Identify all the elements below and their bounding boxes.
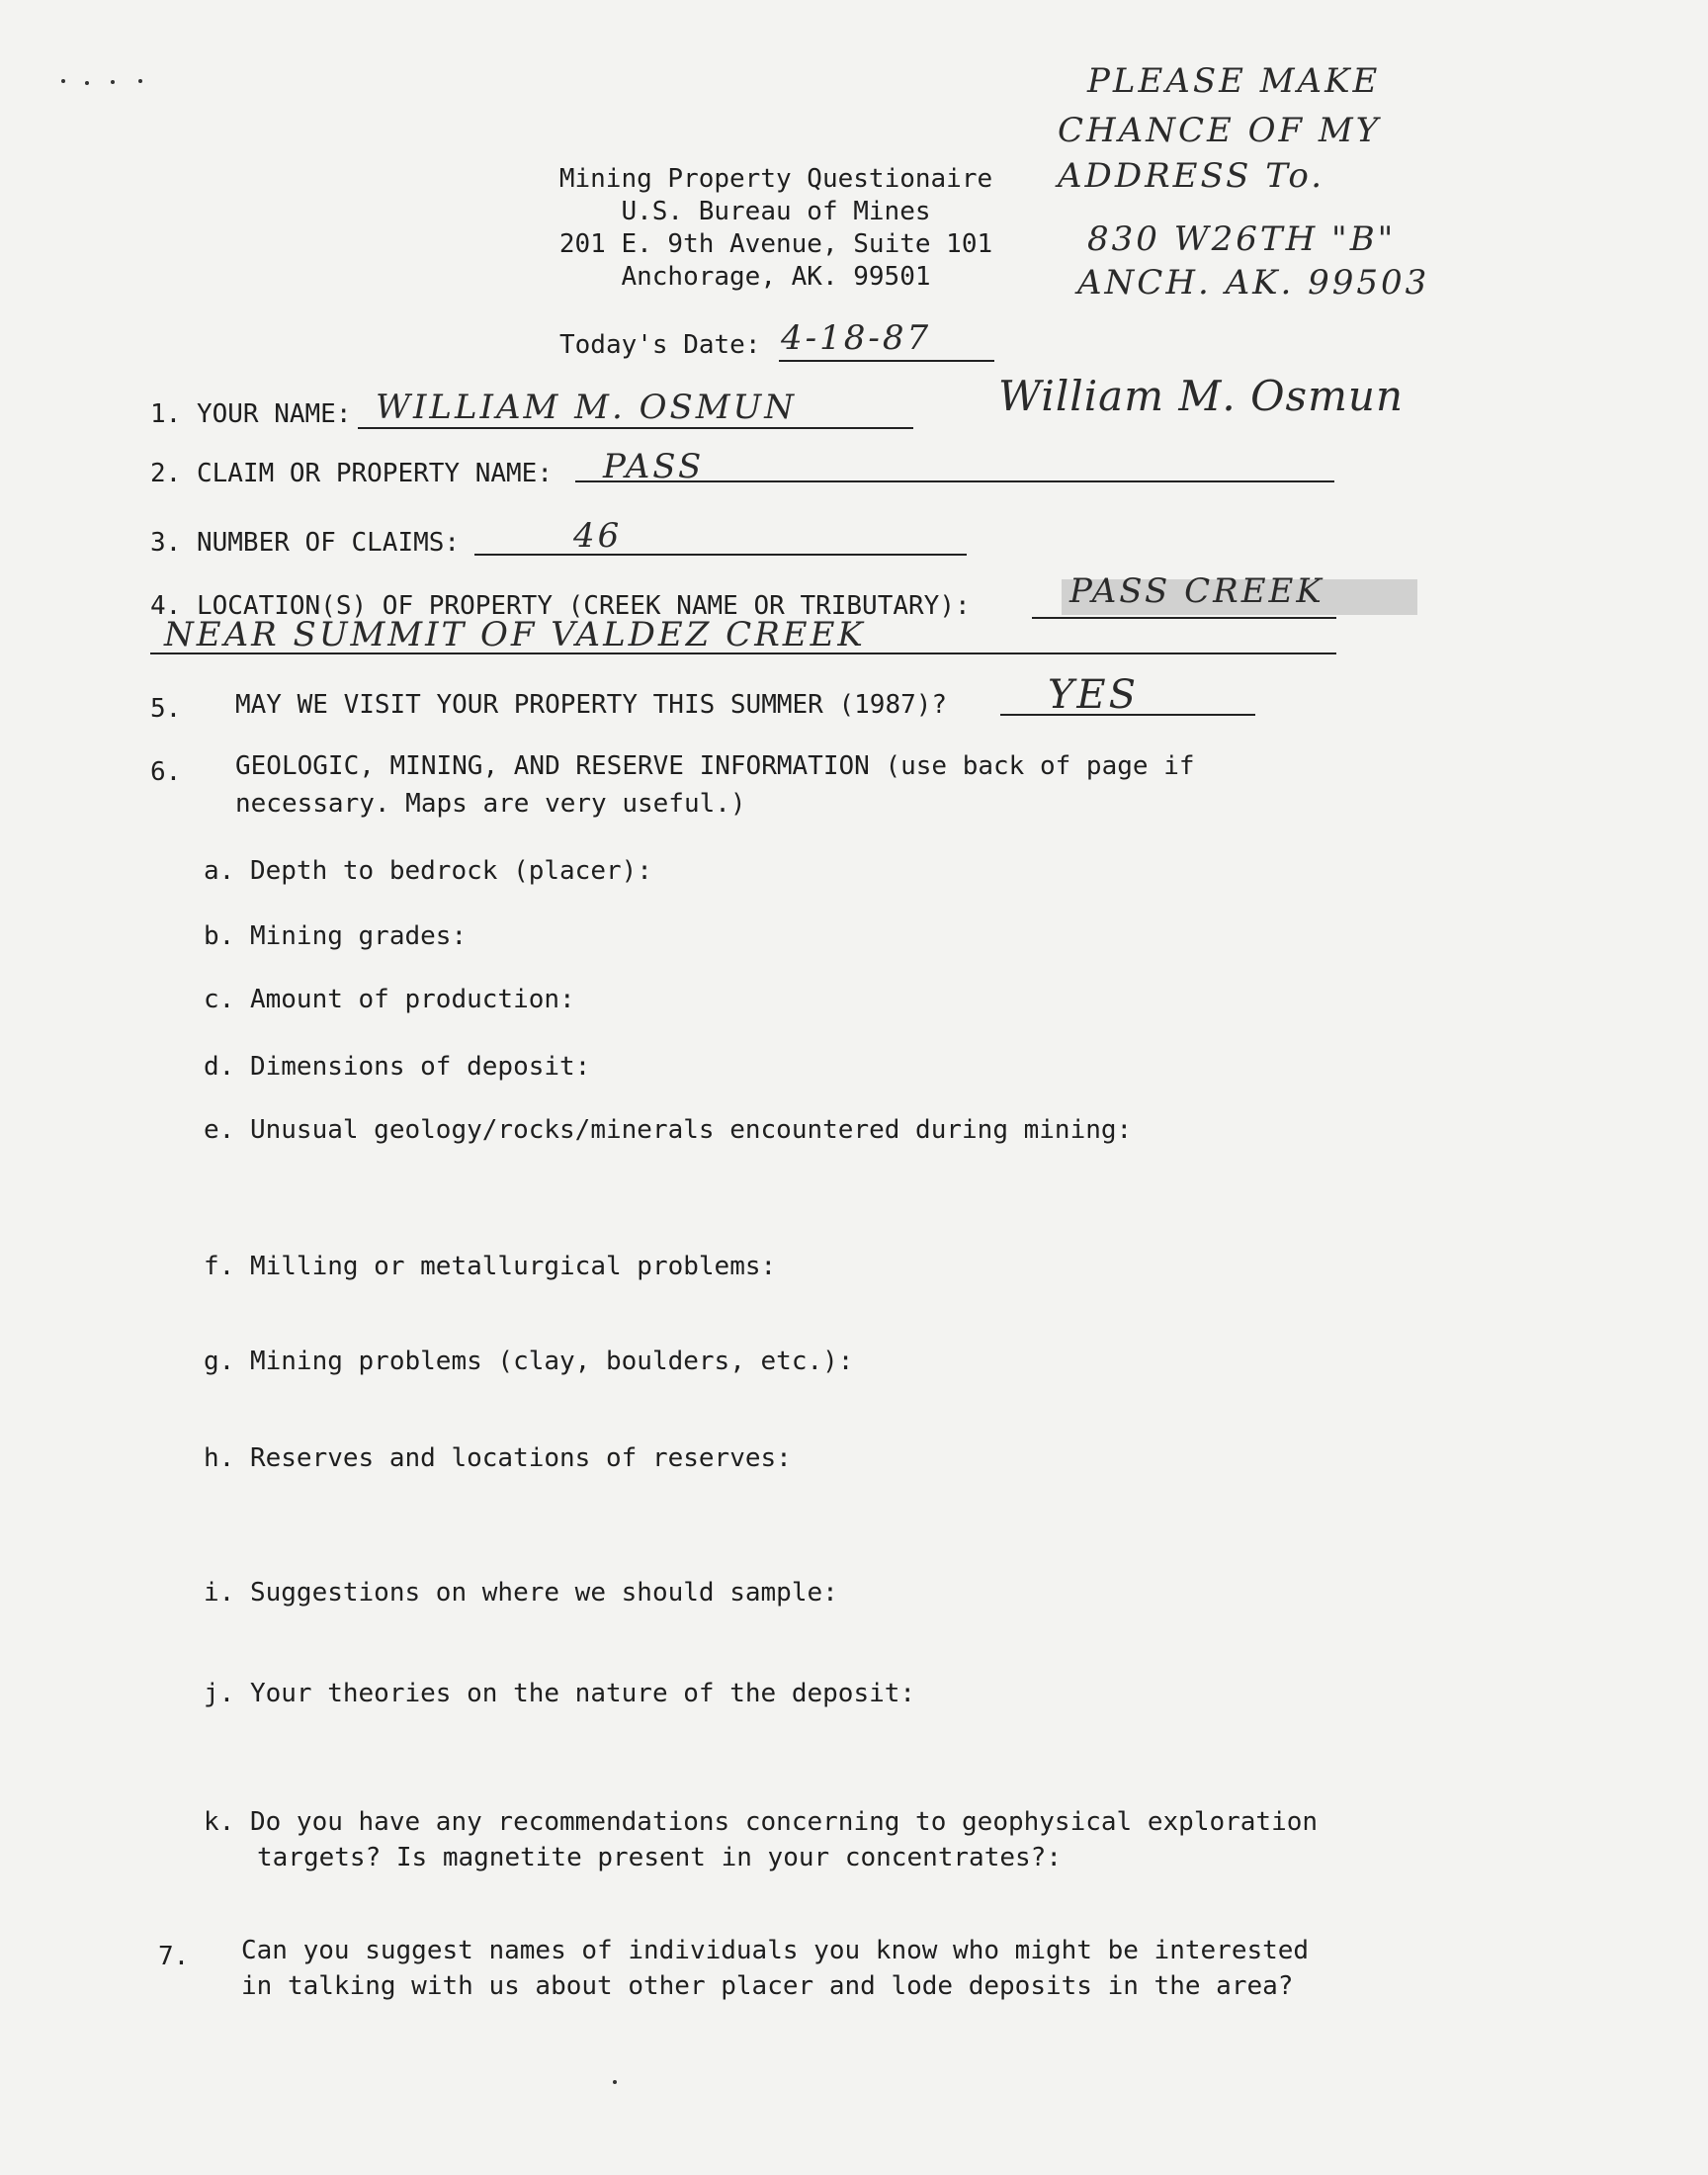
- date-line: [779, 360, 994, 362]
- form-title: Mining Property Questionaire: [558, 164, 993, 194]
- location-value-2[interactable]: NEAR SUMMIT OF VALDEZ CREEK: [164, 615, 866, 654]
- visit-value[interactable]: YES: [1048, 672, 1140, 718]
- scan-speck: [111, 80, 115, 84]
- scan-speck: [613, 2080, 617, 2084]
- address-note-line: ANCH. AK. 99503: [1077, 263, 1430, 303]
- item-c: c. Amount of production:: [204, 985, 575, 1014]
- visit-number: 5.: [150, 694, 182, 724]
- item-i: i. Suggestions on where we should sample:: [204, 1578, 838, 1608]
- name-line: [358, 427, 913, 429]
- geology-heading-cont: necessary. Maps are very useful.): [235, 789, 746, 819]
- contacts-number: 7.: [158, 1942, 190, 1971]
- claims-count-value[interactable]: 46: [573, 516, 623, 556]
- claims-count-line: [474, 554, 967, 556]
- item-b: b. Mining grades:: [204, 921, 468, 951]
- name-label: 1. YOUR NAME:: [150, 399, 352, 429]
- name-value[interactable]: WILLIAM M. OSMUN: [376, 388, 797, 427]
- location-value[interactable]: PASS CREEK: [1069, 571, 1324, 611]
- item-k-cont: targets? Is magnetite present in your concentrates?:: [257, 1843, 1062, 1872]
- claim-name-label: 2. CLAIM OR PROPERTY NAME:: [150, 459, 553, 488]
- geology-heading: GEOLOGIC, MINING, AND RESERVE INFORMATION (use back of page if: [235, 751, 1195, 781]
- contacts-question-cont: in talking with us about other placer and lode deposits in the area?: [241, 1971, 1294, 2001]
- address-note-line: PLEASE MAKE: [1087, 61, 1381, 101]
- item-g: g. Mining problems (clay, boulders, etc.):: [204, 1347, 854, 1376]
- contacts-question: Can you suggest names of individuals you know who might be interested: [241, 1936, 1310, 1965]
- item-h: h. Reserves and locations of reserves:: [204, 1443, 792, 1473]
- agency-street: 201 E. 9th Avenue, Suite 101: [558, 229, 993, 259]
- claim-name-value[interactable]: PASS: [603, 447, 705, 486]
- item-f: f. Milling or metallurgical problems:: [204, 1252, 777, 1281]
- visit-label: MAY WE VISIT YOUR PROPERTY THIS SUMMER (1987)?: [235, 690, 948, 720]
- date-label: Today's Date:: [559, 330, 761, 360]
- scan-speck: [85, 81, 89, 85]
- scan-speck: [138, 79, 142, 83]
- agency-city: Anchorage, AK. 99501: [621, 262, 931, 292]
- item-j: j. Your theories on the nature of the deposit:: [204, 1679, 916, 1708]
- claims-count-label: 3. NUMBER OF CLAIMS:: [150, 528, 461, 558]
- item-a: a. Depth to bedrock (placer):: [204, 856, 652, 886]
- signature: William M. Osmun: [998, 372, 1404, 420]
- address-note-line: 830 W26TH "B": [1087, 219, 1397, 259]
- item-d: d. Dimensions of deposit:: [204, 1052, 591, 1082]
- item-k: k. Do you have any recommendations concerning to geophysical exploration: [204, 1807, 1319, 1837]
- scan-speck: [61, 79, 65, 83]
- date-value[interactable]: 4-18-87: [781, 318, 932, 358]
- item-e: e. Unusual geology/rocks/minerals encountered during mining:: [204, 1115, 1133, 1145]
- agency-name: U.S. Bureau of Mines: [621, 197, 931, 226]
- location-line: [1032, 617, 1336, 619]
- geology-number: 6.: [150, 757, 182, 787]
- address-note-line: CHANCE OF MY: [1058, 111, 1382, 150]
- location-label: 4. LOCATION(S) OF PROPERTY (CREEK NAME OR TRIBUTARY):: [150, 591, 971, 621]
- address-note-line: ADDRESS To.: [1058, 156, 1325, 196]
